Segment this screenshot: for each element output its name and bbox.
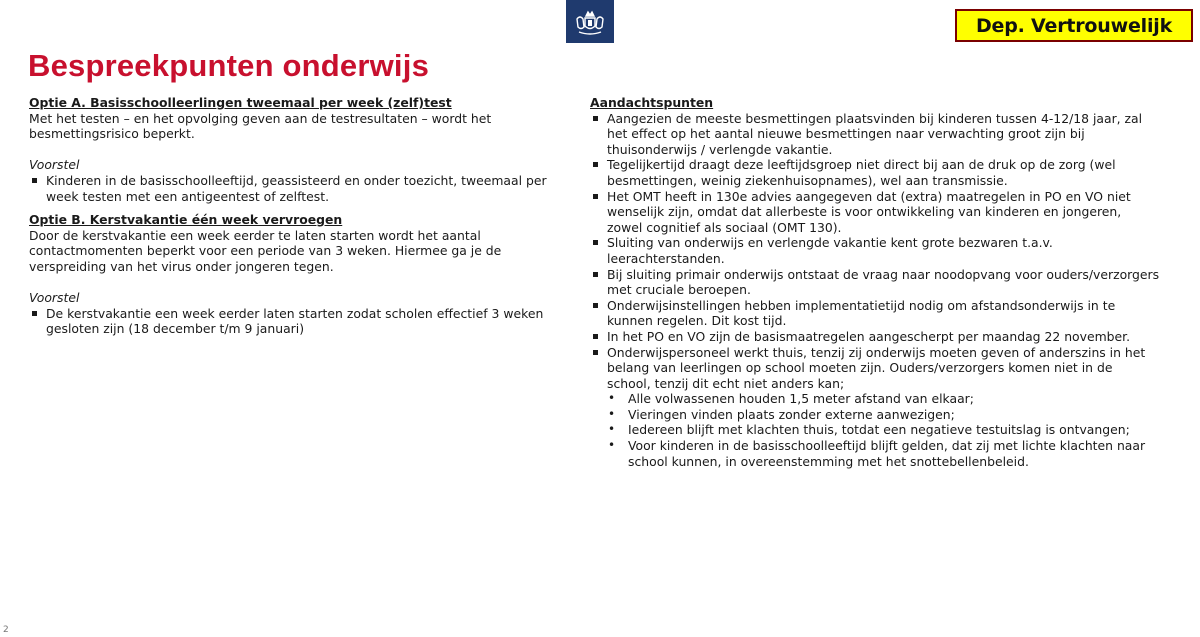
option-b-text: Door de kerstvakantie een week eerder te laten starten wordt het aantal contactmomenten beperkt voor een periode van 3 weken. Hiermee ga je de verspreiding van het virus onder jongeren tegen.: [29, 227, 502, 274]
page-corner-mark: 2: [3, 625, 9, 635]
attention-points-heading: Aandachtspunten: [590, 95, 714, 110]
list-item: Onderwijspersoneel werkt thuis, tenzij zij onderwijs moeten geven of anderszins in het belang van leerlingen op school moeten zijn. Ouders/verzorgers komen niet in de school, tenzij dit echt niet anders kan;: [590, 345, 1160, 392]
list-item: In het PO en VO zijn de basismaatregelen aangescherpt per maandag 22 november.: [590, 329, 1160, 345]
government-logo: [566, 0, 614, 43]
list-item: Aangezien de meeste besmettingen plaatsvinden bij kinderen tussen 4-12/18 jaar, zal het effect op het aantal nieuwe besmettingen naar verwachting groot zijn bij thuisonderwijs / verlengde vakantie.: [590, 111, 1160, 158]
rijksoverheid-coat-of-arms-icon: [573, 7, 607, 37]
list-item: Kinderen in de basisschoolleeftijd, geassisteerd en onder toezicht, tweemaal per week testen met een antigeentest of zelftest.: [29, 173, 581, 204]
option-a-voorstel-label: Voorstel: [29, 157, 80, 173]
option-a-heading: Optie A. Basisschoolleerlingen tweemaal per week (zelf)test: [29, 95, 452, 110]
list-item: De kerstvakantie een week eerder laten starten zodat scholen effectief 3 weken gesloten zijn (18 december t/m 9 januari): [29, 306, 581, 337]
list-item: Bij sluiting primair onderwijs ontstaat de vraag naar noodopvang voor ouders/verzorgers met cruciale beroepen.: [590, 267, 1160, 298]
page-title: Bespreekpunten onderwijs: [28, 48, 430, 83]
sub-list-item: • Voor kinderen in de basisschoolleeftijd blijft gelden, dat zij met lichte klachten naar school kunnen, in overeenstemming met het snottebellenbeleid.: [590, 438, 1160, 469]
classification-badge: Dep. Vertrouwelijk: [955, 9, 1193, 42]
option-a-text: Met het testen – en het opvolging geven aan de testresultaten – wordt het besmettingsrisico beperkt.: [29, 110, 492, 142]
sub-list-item: • Vieringen vinden plaats zonder externe aanwezigen;: [590, 407, 1160, 423]
list-item: Het OMT heeft in 130e advies aangegeven dat (extra) maatregelen in PO en VO niet wenselijk zijn, omdat dat allerbeste is voor ontwikkeling van kinderen en jongeren, zowel cognitief als sociaal (OMT 130).: [590, 189, 1160, 236]
option-b-voorstel-list: [29, 306, 581, 337]
attention-points-list: [590, 111, 1160, 392]
attention-points-column: [590, 95, 1160, 469]
measures-sublist: [590, 391, 1160, 469]
options-column: [29, 95, 581, 337]
list-item: Sluiting van onderwijs en verlengde vakantie kent grote bezwaren t.a.v. leerachterstanden.: [590, 235, 1160, 266]
option-b-heading: Optie B. Kerstvakantie één week vervroegen: [29, 212, 343, 228]
list-item: Onderwijsinstellingen hebben implementatietijd nodig om afstandsonderwijs in te kunnen regelen. Dit kost tijd.: [590, 298, 1160, 329]
list-item: Tegelijkertijd draagt deze leeftijdsgroep niet direct bij aan de druk op de zorg (wel besmettingen, weinig ziekenhuisopnames), wel aan transmissie.: [590, 157, 1160, 188]
option-a-voorstel-list: [29, 173, 581, 204]
sub-list-item: • Alle volwassenen houden 1,5 meter afstand van elkaar;: [590, 391, 1160, 407]
sub-list-item: • Iedereen blijft met klachten thuis, totdat een negatieve testuitslag is ontvangen;: [590, 422, 1160, 438]
option-b-voorstel-label: Voorstel: [29, 290, 80, 306]
